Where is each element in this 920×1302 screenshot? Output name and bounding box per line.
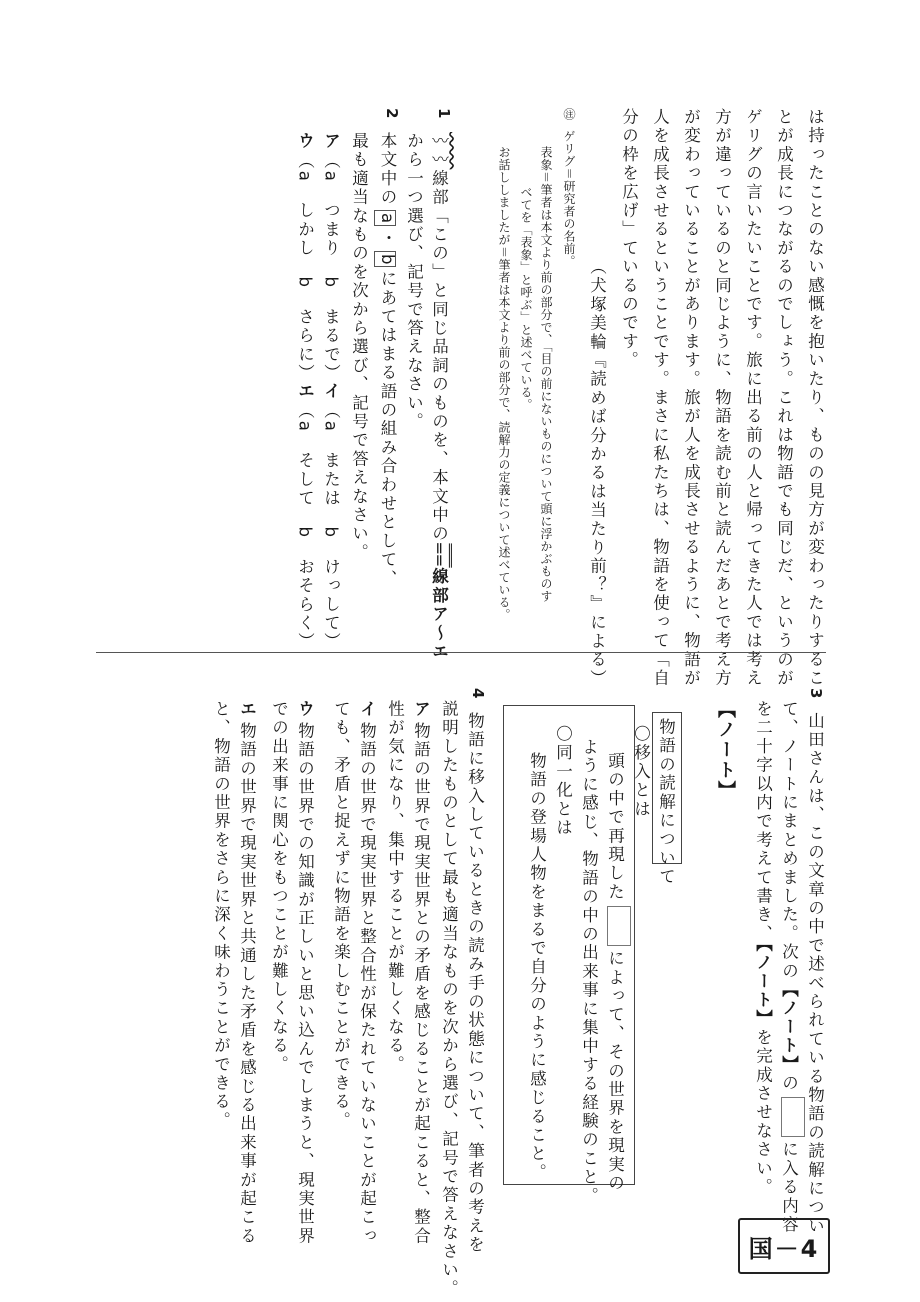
q4-option-u-line-1: 物語の世界での知識が正しいと思い込んでしまうと、現実世界 [295, 722, 315, 1246]
q3-line-2-no: の [779, 1074, 799, 1093]
q4-option-e-line-1: 物語の世界で現実世界と共通した矛盾を感じる出来事が起こる [237, 722, 257, 1246]
passage-line-1: は持ったことのない感慨を抱いたり、ものの見方が変わったりするこ [805, 108, 825, 688]
q2-option-u-label: ウ [295, 132, 315, 151]
note-doitsu-heading: 〇同一化とは [553, 725, 573, 838]
citation: （犬塚美輪『読めば分かるは当たり前？』による） [587, 258, 607, 689]
q2-option-e-label: エ [295, 382, 315, 401]
q2-option-a-label: ア [321, 132, 341, 151]
q1-number: 1 [435, 108, 453, 121]
q1-line-1-text: 線部「この」と同じ品詞のものを、本文中の [429, 169, 449, 544]
note-heading: 【ノート】 [715, 700, 736, 801]
section-divider [96, 652, 826, 653]
q2-option-a-text: （a つまり b まるで） [321, 152, 341, 383]
q1-line-1 [430, 132, 447, 661]
passage-line-6: 人を成長させるということです。まさに私たちは、物語を使って「自 [650, 108, 670, 688]
note-ichu-line-1-text: 頭の中で再現した [605, 752, 625, 902]
q1-line-1-ref: 線部ア～エ [429, 567, 449, 662]
q2-line-2: 最も適当なものを次から選び、記号で答えなさい。 [349, 132, 369, 563]
passage-line-3: ゲリグの言いたいことです。旅に出る前の人と帰ってきた人では考え [743, 108, 763, 688]
q2-option-i-text: （a または b けっして） [321, 402, 341, 652]
q4-option-a-line-2: 性が気になり、集中することが難しくなる。 [385, 700, 405, 1074]
passage-line-2: とが成長につながるのでしょう。これは物語でも同じだ、というのが [774, 108, 794, 688]
q4-option-u-line-2: での出来事に関心をもつことが難しくなる。 [269, 700, 289, 1074]
notes-mark: ㊟ [562, 108, 576, 121]
q4-option-e-line-2: と、物語の世界をさらに深く味わうことができる。 [211, 700, 231, 1131]
q3-line-2 [780, 700, 805, 1234]
q2-option-u-text: （a しかし b さらに） [295, 152, 315, 383]
passage-line-7: 分の枠を広げ」ているのです。 [619, 108, 639, 370]
q4-option-a-line-1: 物語の世界で現実世界との矛盾を感じることが起こると、整合 [411, 722, 431, 1246]
q4-number: 4 [469, 688, 487, 701]
note-title: 物語の読解について [656, 718, 676, 887]
note-doitsu-line-1: 物語の登場人物をまるで自分のように感じること。 [527, 752, 547, 1183]
q3-line-3-rest: を完成させなさい。 [753, 1028, 773, 1197]
q2-line-1 [374, 132, 396, 588]
q3-note-ref-2: 【ノート】 [753, 943, 773, 1029]
q4-option-u-label: ウ [295, 700, 315, 719]
note-gerrig: ゲリグ＝研究者の名前。 [562, 130, 576, 268]
q3-number: 3 [807, 688, 825, 701]
note-ichu-line-1-rest: によって、その世界を現実の [605, 949, 625, 1193]
q1-wave-mark: 〰〰 [429, 132, 449, 170]
q4-option-i-line-2: ても、矛盾と捉えずに物語を楽しむことができる。 [331, 700, 351, 1131]
q1-line-2: から一つ選び、記号で答えなさい。 [404, 132, 424, 432]
q3-line-3 [754, 700, 771, 1197]
passage-line-4: 方が違っているのと同じように、物語を読む前と読んだあとで考え方 [712, 108, 732, 688]
q3-line-2-rest: に入る内容 [779, 1140, 799, 1235]
q4-line-2: 説明したものとして最も適当なものを次から選び、記号で答えなさい。 [439, 700, 459, 1299]
note-ichu-line-1 [606, 752, 631, 1193]
q1-double-mark: ══ [429, 543, 449, 568]
q3-line-3-text: を二十字以内で考えて書き、 [753, 700, 773, 944]
passage-line-5: が変わっていることがあります。旅が人を成長させるように、物語が [681, 108, 701, 688]
q4-option-a-label: ア [411, 700, 431, 719]
note-hyosho-1: 表象＝筆者は本文より前の部分で、「目の前にないものについて頭に浮かぶものす [539, 146, 553, 603]
note-hyosho-2: べてを「表象」と呼ぶ」と述べている。 [519, 186, 533, 411]
q2-line-1-text: 本文中の [378, 132, 397, 207]
q2-dot: ・ [378, 228, 397, 248]
q3-line-2-text: て、ノートにまとめました。次の [779, 700, 799, 981]
q3-note-ref: 【ノート】 [779, 980, 799, 1074]
q2-option-e-text: （a そして b おそらく） [295, 402, 315, 652]
q4-option-i-label: イ [357, 700, 377, 719]
q4-option-e-label: エ [237, 700, 257, 719]
q2-line-1-rest: にあてはまる語の組み合わせとして、 [378, 270, 397, 589]
q4-option-i-line-1: 物語の世界で現実世界と整合性が保たれていないことが起こっ [357, 722, 377, 1246]
q4-line-1: 物語に移入しているときの読み手の状態について、筆者の考えを [465, 712, 485, 1255]
note-ohanashi: お話ししましたが＝筆者は本文より前の部分で、読解力の定義について述べている。 [497, 146, 511, 622]
q2-option-i-label: イ [321, 382, 341, 401]
page-number-badge: 国－4 [738, 1218, 830, 1274]
q2-box-a: a [374, 210, 396, 226]
q3-line-1: 山田さんは、この文章の中で述べられている物語の読解につい [805, 712, 825, 1236]
note-ichu-heading: 〇移入とは [631, 725, 651, 819]
note-blank-box [607, 906, 631, 946]
q2-box-b: b [374, 251, 396, 267]
q3-blank-box [781, 1097, 805, 1137]
note-ichu-line-2: ように感じ、物語の中の出来事に集中する経験のこと。 [579, 738, 599, 1206]
q2-number: 2 [383, 108, 401, 121]
